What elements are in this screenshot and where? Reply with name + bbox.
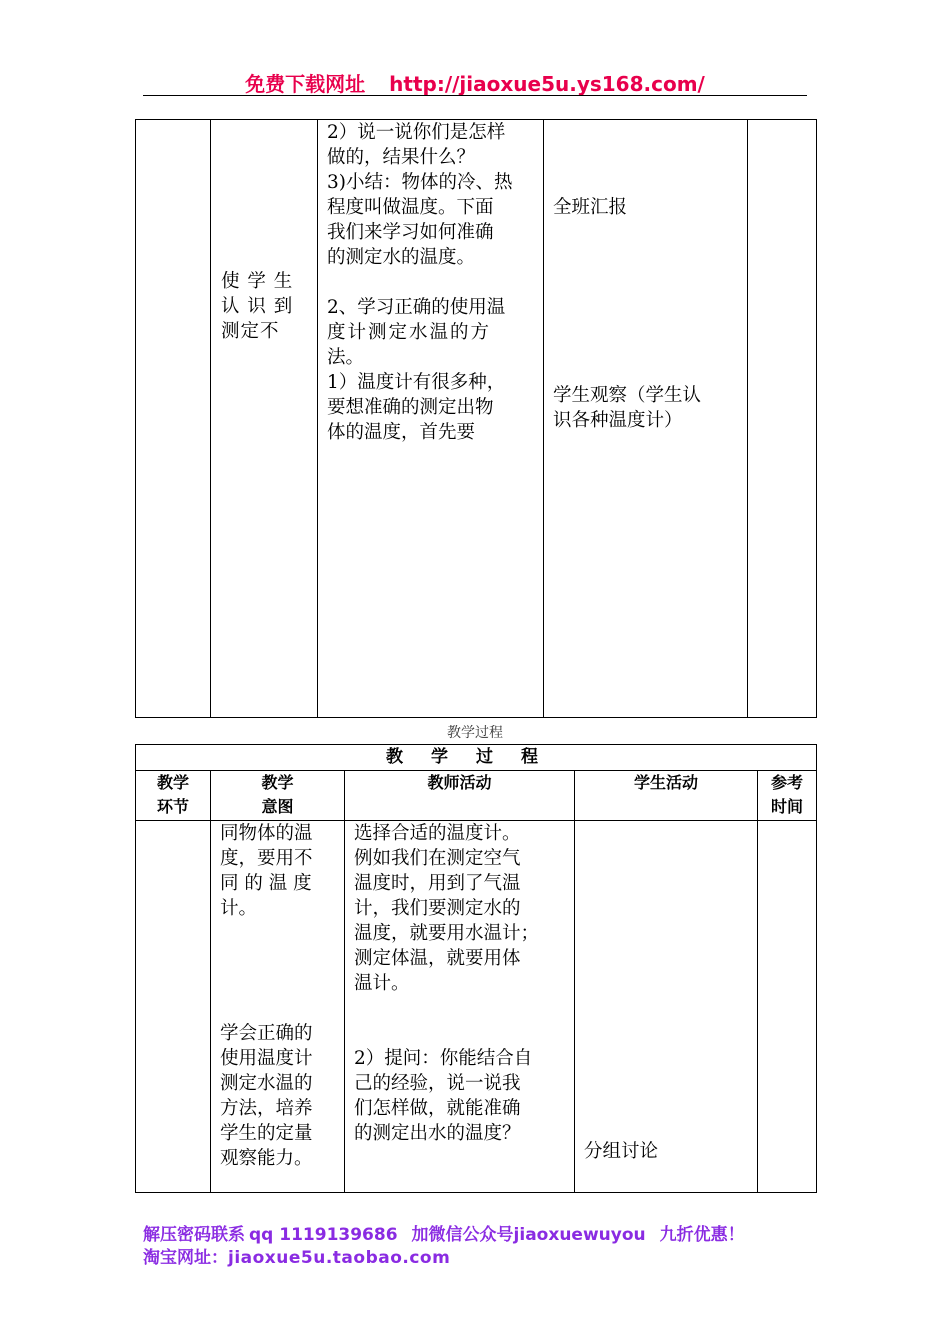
table-title: 教学过程: [136, 745, 817, 771]
table-caption: 教学过程: [447, 725, 503, 741]
footer-qq: qq 1119139686: [249, 1225, 398, 1245]
header-student-activity: [575, 771, 758, 821]
purpose-line: 观察能力。: [220, 1148, 313, 1169]
purpose-line: 使用温度计: [220, 1048, 313, 1069]
teacher-line: 己的经验，说一说我: [354, 1073, 521, 1094]
footer-taobao-link[interactable]: jiaoxue5u.taobao.com: [228, 1248, 451, 1268]
teacher-line: 温度，就要用水温计；: [354, 923, 540, 944]
student-activity-discussion: 分组讨论: [584, 1141, 659, 1162]
header-student-label: 学生活动: [633, 773, 698, 792]
header-divider: [143, 95, 807, 96]
teacher-line: 温度时，用到了气温: [354, 873, 521, 894]
teacher-line: 例如我们在测定空气: [354, 848, 521, 869]
teacher-line: 程度叫做温度。下面: [327, 197, 494, 218]
header-purpose-line: 教学: [261, 773, 294, 792]
stage-cell: [136, 120, 211, 718]
header-url-link[interactable]: http://jiaoxue5u.ys168.com/: [389, 72, 705, 96]
teacher-line: 度计测定水温的方: [327, 322, 492, 343]
teacher-line: 1）温度计有很多种，: [327, 372, 506, 393]
lesson-table-continued: [135, 119, 817, 718]
student-activity-line: 识各种温度计）: [553, 410, 683, 431]
teacher-line: 我们来学习如何准确: [327, 222, 494, 243]
teacher-line: 体的温度，首先要: [327, 422, 476, 443]
time-cell: [758, 821, 817, 1193]
header-teacher-activity: [345, 771, 575, 821]
header-stage: [136, 771, 211, 821]
page-header: [0, 68, 950, 97]
teacher-line: 要想准确的测定出物: [327, 397, 494, 418]
teacher-line: 2、学习正确的使用温: [327, 297, 506, 318]
teacher-line: 们怎样做，就能准确: [354, 1098, 521, 1119]
header-time-line: 时间: [771, 797, 804, 816]
teacher-activity-cell: [345, 821, 575, 1193]
footer-taobao-label: 淘宝网址：: [143, 1248, 228, 1268]
footer-line-2: [143, 1243, 450, 1268]
header-stage-line: 教学: [156, 773, 189, 792]
student-activity-cell: [544, 120, 748, 718]
stage-cell: [136, 821, 211, 1193]
teacher-activity-cell: [318, 120, 544, 718]
purpose-line: 计。: [220, 898, 258, 919]
student-activity-cell: [575, 821, 758, 1193]
purpose-line: 学会正确的: [220, 1023, 313, 1044]
header-teacher-label: 教师活动: [427, 773, 492, 792]
purpose-line: 方法，培养: [220, 1098, 313, 1119]
purpose-line: 使 学 生: [221, 271, 294, 292]
footer-wechat-id: jiaoxuewuyou: [513, 1225, 646, 1245]
teacher-line: 的测定出水的温度？: [354, 1123, 521, 1144]
teacher-line: 3)小结：物体的冷、热: [327, 172, 513, 193]
purpose-line: 度，要用不: [220, 848, 313, 869]
teacher-line: 2）提问：你能结合自: [354, 1048, 533, 1069]
purpose-line: 测定不: [221, 321, 280, 342]
footer-password-label: 解压密码联系: [143, 1225, 245, 1245]
purpose-cell: [211, 120, 318, 718]
header-purpose-line: 意图: [261, 797, 294, 816]
time-cell: [748, 120, 817, 718]
purpose-line: 认 识 到: [221, 296, 294, 317]
purpose-line: 同 的 温 度: [220, 873, 312, 894]
teacher-line: 选择合适的温度计。: [354, 823, 521, 844]
teacher-line: 做的，结果什么？: [327, 147, 476, 168]
teacher-line: 温计。: [354, 973, 410, 994]
teacher-line: 测定体温，就要用体: [354, 948, 521, 969]
purpose-line: 测定水温的: [220, 1073, 313, 1094]
teacher-line: 的测定水的温度。: [327, 247, 476, 268]
teacher-line: 计，我们要测定水的: [354, 898, 521, 919]
student-activity-line: 学生观察（学生认: [553, 385, 702, 406]
header-stage-line: 环节: [156, 797, 189, 816]
student-activity-report: 全班汇报: [553, 197, 628, 218]
teacher-line: 2）说一说你们是怎样: [327, 122, 506, 143]
header-label: 免费下载网址: [245, 72, 366, 96]
teacher-line: 法。: [327, 347, 365, 368]
header-purpose: [211, 771, 345, 821]
footer-wechat-label: 加微信公众号: [411, 1225, 514, 1245]
purpose-line: 同物体的温: [220, 823, 313, 844]
lesson-process-table: [135, 744, 817, 1193]
header-time: [758, 771, 817, 821]
footer-line-1: [143, 1220, 745, 1245]
header-time-line: 参考: [771, 773, 804, 792]
footer-discount: 九折优惠！: [659, 1225, 745, 1245]
purpose-cell: [211, 821, 345, 1193]
purpose-line: 学生的定量: [220, 1123, 313, 1144]
